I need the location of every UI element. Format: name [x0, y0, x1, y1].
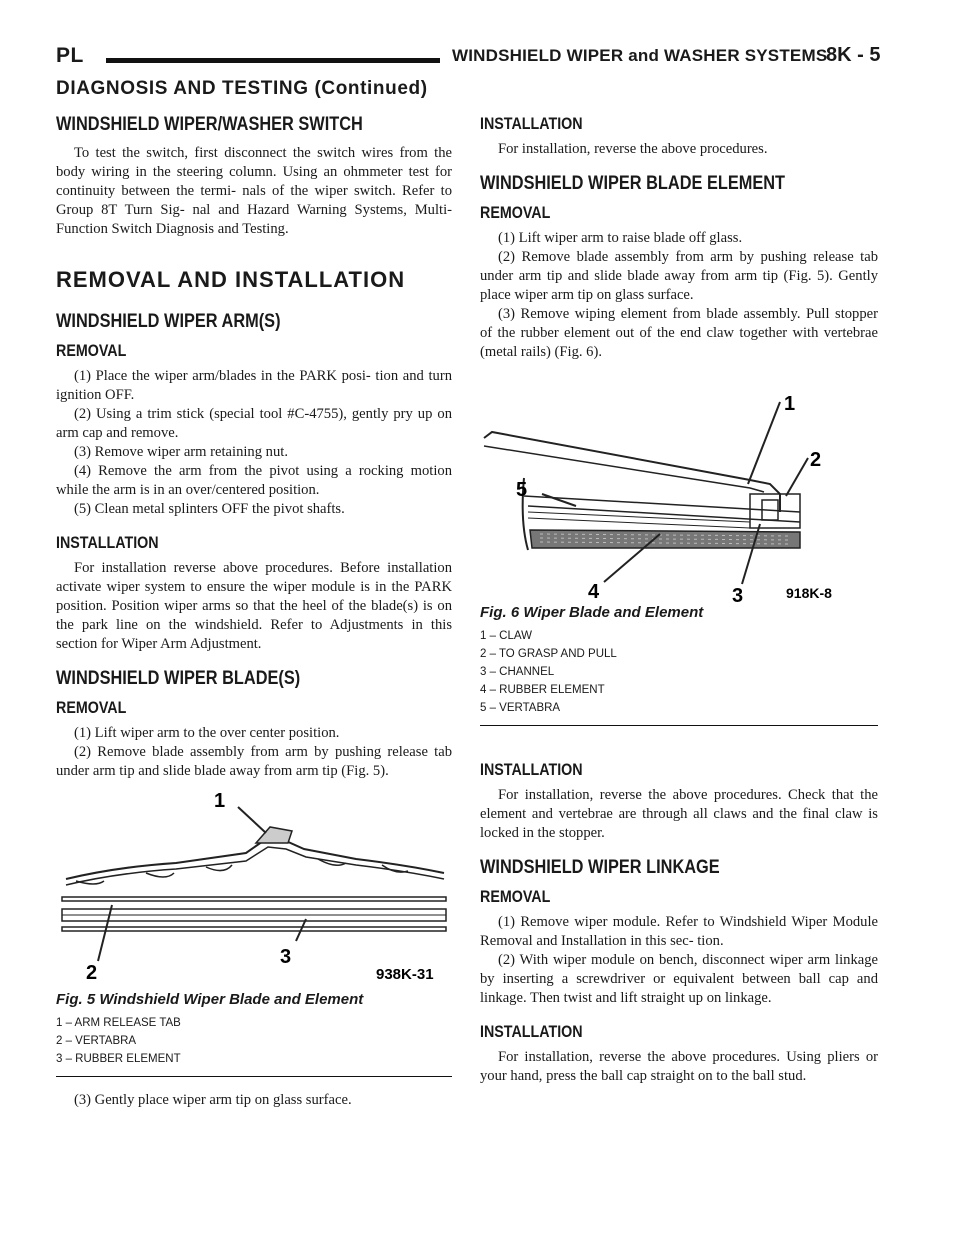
arm-removal-step: (1) Place the wiper arm/blades in the PARK posi- tion and turn ignition OFF.: [56, 368, 452, 403]
switch-paragraph: To test the switch, first disconnect the switch wires from the body wiring in the steering column. Using an ohmmeter test for continuity between the termi- nals of the wiper switch. Refer to Group 8T Turn Sig- nal and Hazard Warning Systems, Multi-Function Switch Diagnosis and Testing.: [56, 145, 452, 237]
arm-removal-step: (3) Remove wiper arm retaining nut.: [74, 444, 288, 460]
continued-heading: DIAGNOSIS AND TESTING (Continued): [56, 78, 428, 99]
left-column: [56, 106, 452, 1110]
linkage-install-paragraph: For installation, reverse the above procedures. Using pliers or your hand, press the ball cap straight on to the ball stud.: [480, 1049, 878, 1084]
figure-6: [480, 362, 878, 726]
fig6-callout: 4: [588, 581, 600, 602]
fig5-legend-item: 2 – VERTABRA: [56, 1035, 137, 1047]
blades-install-heading: INSTALLATION: [480, 114, 583, 133]
fig6-legend-item: 5 – VERTABRA: [480, 702, 561, 714]
fig5-rule: [56, 1076, 452, 1077]
blades-step-3: (3) Gently place wiper arm tip on glass surface.: [74, 1092, 352, 1108]
fig5-code: 938K-31: [376, 966, 434, 983]
fig6-rule: [480, 725, 878, 726]
fig6-code: 918K-8: [786, 585, 832, 601]
blades-removal-step: (2) Remove blade assembly from arm by pushing release tab under arm tip and slide blade away from arm tip (Fig. 5).: [56, 744, 452, 779]
fig5-callout: 3: [280, 946, 292, 968]
header-section-code: PL: [56, 44, 84, 67]
fig6-title: Fig. 6 Wiper Blade and Element: [480, 604, 704, 621]
blades-heading: WINDSHIELD WIPER BLADE(S): [56, 668, 301, 689]
page-number: 8K - 5: [826, 44, 881, 66]
element-heading: WINDSHIELD WIPER BLADE ELEMENT: [480, 173, 786, 194]
fig5-callout: 1: [214, 790, 226, 812]
section-heading: REMOVAL AND INSTALLATION: [56, 267, 406, 292]
fig6-legend-item: 4 – RUBBER ELEMENT: [480, 684, 605, 696]
arm-removal-step: (2) Using a trim stick (special tool #C-4755), gently pry up on arm cap and remove.: [56, 406, 452, 441]
arm-install-heading: INSTALLATION: [56, 533, 159, 552]
switch-heading: WINDSHIELD WIPER/WASHER SWITCH: [56, 114, 363, 135]
fig6-callout: 5: [516, 479, 528, 501]
element-removal-step: (2) Remove blade assembly from arm by pushing release tab under arm tip and slide blade away from arm tip (Fig. 5). Gently place wiper arm tip on glass surface.: [480, 249, 878, 303]
blades-removal-heading: REMOVAL: [56, 698, 127, 717]
header-rule: [106, 58, 440, 63]
arm-heading: WINDSHIELD WIPER ARM(S): [56, 311, 281, 332]
right-column-upper: [480, 106, 878, 726]
linkage-removal-step: (1) Remove wiper module. Refer to Windshield Wiper Module Removal and Installation in this sec- tion.: [480, 914, 878, 949]
fig5-callout: 2: [86, 962, 98, 984]
element-removal-heading: REMOVAL: [480, 203, 551, 222]
fig5-legend-item: 3 – RUBBER ELEMENT: [56, 1053, 181, 1065]
arm-removal-step: (5) Clean metal splinters OFF the pivot shafts.: [74, 501, 345, 517]
wiper-blade-illustration: [56, 781, 452, 989]
linkage-install-heading: INSTALLATION: [480, 1022, 583, 1041]
element-removal-step: (1) Lift wiper arm to raise blade off glass.: [498, 230, 743, 246]
figure-5: [56, 781, 452, 1077]
blades-install-paragraph: For installation, reverse the above procedures.: [498, 141, 768, 157]
fig6-callout: 1: [784, 393, 796, 415]
linkage-heading: WINDSHIELD WIPER LINKAGE: [480, 857, 720, 878]
header-title: WINDSHIELD WIPER and WASHER SYSTEMS: [452, 46, 828, 65]
right-column-lower: [480, 752, 878, 1086]
linkage-removal-step: (2) With wiper module on bench, disconnect wiper arm linkage by inserting a screwdriver or equivalent between ball cap and linkage. Then twist and lift straight up on linkage.: [480, 952, 878, 1006]
fig5-title: Fig. 5 Windshield Wiper Blade and Element: [56, 991, 364, 1008]
element-install-heading: INSTALLATION: [480, 760, 583, 779]
arm-removal-step: (4) Remove the arm from the pivot using a rocking motion while the arm is in an over/centered position.: [56, 463, 452, 498]
fig5-legend-item: 1 – ARM RELEASE TAB: [56, 1017, 181, 1029]
arm-install-paragraph: For installation reverse above procedures. Before installation activate wiper system to ensure the wiper module is in the PARK position. Position wiper arms so that the heel of the blade(s) is on the park line on the windshield. Refer to Adjustments in this section for Wiper Arm Adjustment.: [56, 560, 452, 652]
blades-removal-step: (1) Lift wiper arm to the over center position.: [74, 725, 340, 741]
element-removal-step: (3) Remove wiping element from blade assembly. Pull stopper of the rubber element out of the end claw together with vertebrae (metal rails) (Fig. 6).: [480, 306, 878, 360]
fig6-callout: 3: [732, 585, 744, 602]
fig6-callout: 2: [810, 449, 822, 471]
wiper-element-illustration: [480, 362, 878, 602]
element-install-paragraph: For installation, reverse the above procedures. Check that the element and vertebrae are through all claws and the final claw is locked in the stopper.: [480, 787, 878, 841]
fig6-legend-item: 1 – CLAW: [480, 630, 532, 642]
fig6-legend-item: 2 – TO GRASP AND PULL: [480, 648, 617, 660]
arm-removal-heading: REMOVAL: [56, 341, 127, 360]
fig6-legend-item: 3 – CHANNEL: [480, 666, 555, 678]
linkage-removal-heading: REMOVAL: [480, 887, 551, 906]
